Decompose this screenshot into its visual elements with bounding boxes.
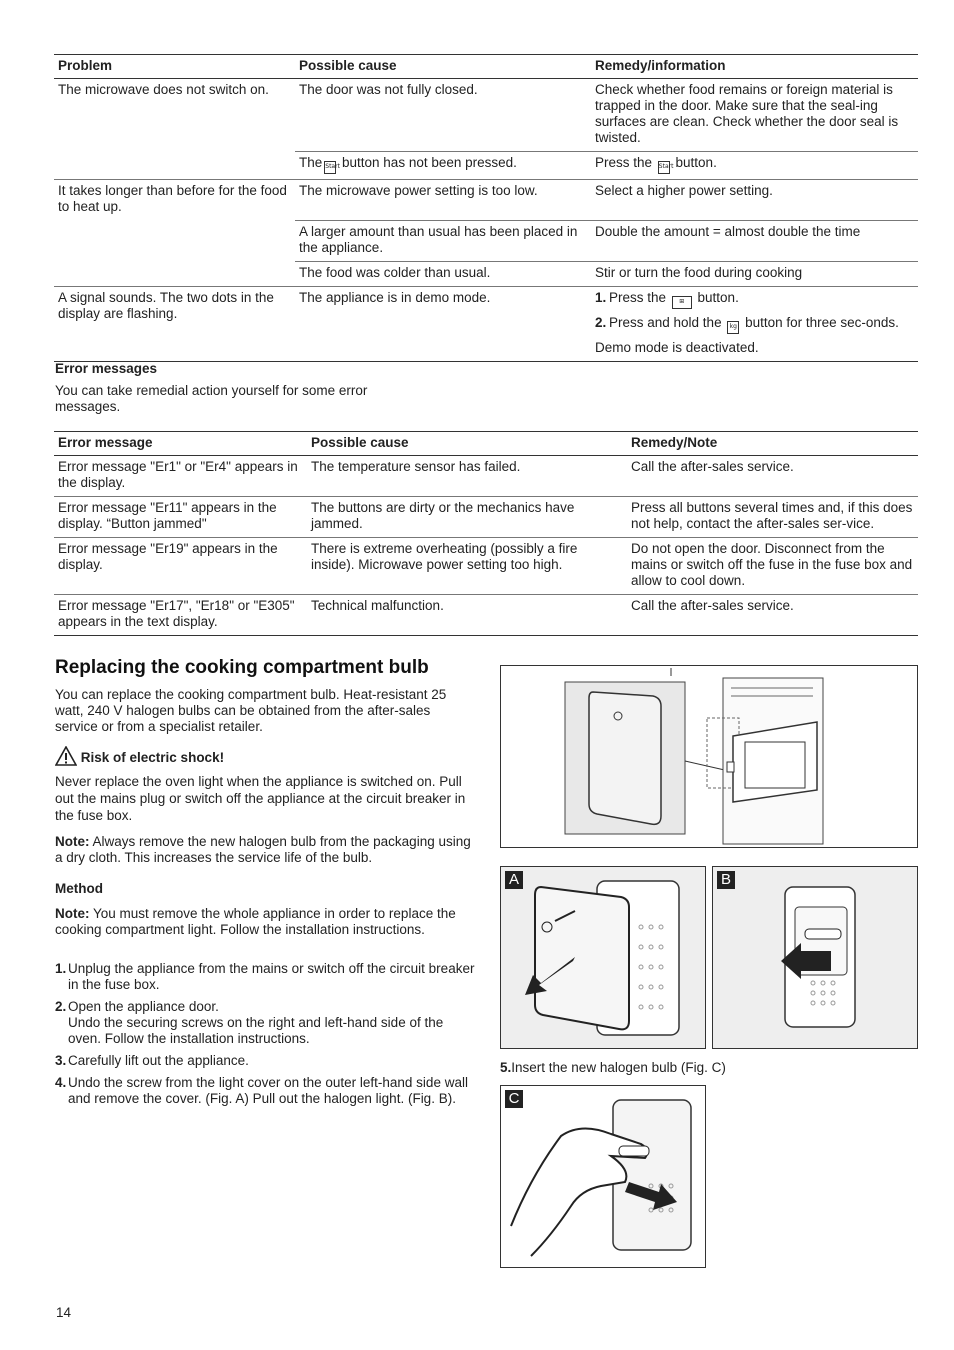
step-number: 1. [55,961,67,976]
remedy-cell: Select a higher power setting. [591,180,918,221]
list-item [595,315,914,334]
remedy-cell: Do not open the door. Disconnect from the mains or switch off the fuse in the fuse box and allow to cool down. [627,538,918,595]
note-text: You must remove the whole appliance in order to replace the cooking compartment light. Follow the installation instructions. [55,906,456,937]
remedy-cell [591,152,918,180]
cause-cell: A larger amount than usual has been placed in the appliance. [295,220,591,261]
cause-cell: There is extreme overheating (possibly a fire inside). Microwave power setting too high. [307,538,627,595]
cause-cell: The buttons are dirty or the mechanics have jammed. [307,497,627,538]
section-title: Replacing the cooking compartment bulb [55,657,429,678]
note-text: Always remove the new halogen bulb from the packaging using a dry cloth. This increases the service life of the bulb. [55,834,471,865]
empty-cell [54,220,295,261]
method-note [55,906,475,938]
step-text: Open the appliance door. [68,999,219,1014]
column-header: Problem [54,55,295,79]
program-button-icon: ⊞ [672,296,692,309]
remedy-cell: Stir or turn the food during cooking [591,261,918,286]
warning-title: Risk of electric shock! [80,750,225,765]
remedy-cell: Check whether food remains or foreign material is trapped in the door. Make sure that the seal-ing surfaces are clean. Check whether the door seal is twisted. [591,79,918,152]
weight-button-icon: kg [727,321,739,334]
figure-a-label: A [505,871,523,889]
error-message-cell: Error message "Er1" or "Er4" appears in the display. [54,456,307,497]
troubleshooting-table [54,54,918,362]
empty-cell [54,152,295,180]
column-header: Error message [54,432,307,456]
table-row [54,261,918,286]
method-heading: Method [55,881,103,896]
step-number: 2. [595,314,607,330]
cell-text: Press the [595,155,656,170]
figure-a [500,866,706,1049]
cause-cell: Technical malfunction. [307,595,627,636]
list-item [55,1053,475,1069]
note-label: Note: [55,906,90,921]
step-text: Undo the securing screws on the right and left-hand side of the oven. Follow the installation instructions. [68,1015,444,1046]
table-row [54,152,918,180]
table-header-row [54,432,918,456]
remove-cover-illustration [501,867,705,1048]
column-header: Possible cause [307,432,627,456]
step-text: Insert the new halogen bulb (Fig. C) [511,1060,726,1075]
figure-c-label: C [505,1090,523,1108]
error-message-cell: Error message "Er11" appears in the display. “Button jammed" [54,497,307,538]
cause-cell: The microwave power setting is too low. [295,180,591,221]
cell-text: button. [671,155,717,170]
remedy-cell: Double the amount = almost double the time [591,220,918,261]
method-steps [55,961,475,1113]
step-number: 1. [595,289,607,305]
column-header: Remedy/information [591,55,918,79]
step-number: 2. [55,999,67,1014]
step-text: Carefully lift out the appliance. [68,1053,249,1068]
table-row [54,595,918,636]
table-row [54,79,918,152]
step-number: 3. [55,1053,67,1068]
error-message-cell: Error message "Er17", "Er18" or "E305" appears in the text display. [54,595,307,636]
cell-text: The [299,155,323,170]
figure-c [500,1085,706,1268]
oven-overview-illustration [501,666,917,847]
pull-bulb-illustration [713,867,917,1048]
table-row [54,180,918,221]
column-header: Possible cause [295,55,591,79]
table-row [54,220,918,261]
cause-cell: The door was not fully closed. [295,79,591,152]
step-text: Unplug the appliance from the mains or switch off the circuit breaker in the fuse box. [68,961,475,992]
list-item [55,1075,475,1107]
problem-cell: A signal sounds. The two dots in the display are flashing. [54,286,295,361]
start-button-icon: Start [324,161,336,174]
remedy-cell [591,286,918,361]
table-row [54,286,918,361]
figure-b-label: B [717,871,735,889]
page-number: 14 [56,1305,72,1320]
problem-cell: It takes longer than before for the food to heat up. [58,183,287,214]
table-row [54,456,918,497]
warning-heading-row [55,746,470,766]
demo-result-text: Demo mode is deactivated. [595,339,759,355]
warning-text: Never replace the oven light when the appliance is switched on. Pull out the mains plug or switch off the appliance at the circuit breaker in the fuse box. [55,774,466,823]
error-message-cell: Error message "Er19" appears in the display. [54,538,307,595]
error-messages-table [54,431,918,636]
cause-cell: The food was colder than usual. [295,261,591,286]
step-text: Press the [609,289,670,305]
step-text: Press and hold the [609,314,726,330]
problem-cell: The microwave does not switch on. [58,82,269,97]
remedy-cell: Call the after-sales service. [627,456,918,497]
note-label: Note: [55,834,90,849]
step-5 [500,1060,800,1076]
list-item [55,961,475,993]
step-text: button for three sec-onds. [741,314,899,330]
cell-text: button has not been pressed. [338,155,517,170]
step-text: Undo the screw from the light cover on the outer left-hand side wall and remove the cover. (Fig. A) Pull out the halogen light. (Fig. B). [68,1075,468,1106]
demo-steps-list [595,290,914,334]
step-text: button. [693,289,739,305]
step-number: 4. [55,1075,67,1090]
cause-cell: The temperature sensor has failed. [307,456,627,497]
list-item [595,290,914,309]
figure-b [712,866,918,1049]
column-header: Remedy/Note [627,432,918,456]
warning-triangle-icon [55,746,77,766]
error-messages-intro: You can take remedial action yourself for some error messages. [55,383,368,414]
bulb-note [55,834,475,866]
oven-overview-figure [500,665,918,848]
cause-cell [295,152,591,180]
cause-cell: The appliance is in demo mode. [295,286,591,361]
empty-cell [54,261,295,286]
start-button-icon: Start [658,161,670,174]
remedy-cell: Call the after-sales service. [627,595,918,636]
table-header-row [54,55,918,79]
table-row [54,497,918,538]
error-messages-heading: Error messages [55,361,158,376]
remedy-cell: Press all buttons several times and, if this does not help, contact the after-sales ser-vice. [627,497,918,538]
step-number: 5. [500,1060,512,1075]
bulb-intro: You can replace the cooking compartment bulb. Heat-resistant 25 watt, 240 V halogen bulbs can be obtained from the after-sales service or from a specialist retailer. [55,687,447,734]
table-row [54,538,918,595]
list-item [55,999,475,1047]
insert-bulb-illustration [501,1086,705,1267]
